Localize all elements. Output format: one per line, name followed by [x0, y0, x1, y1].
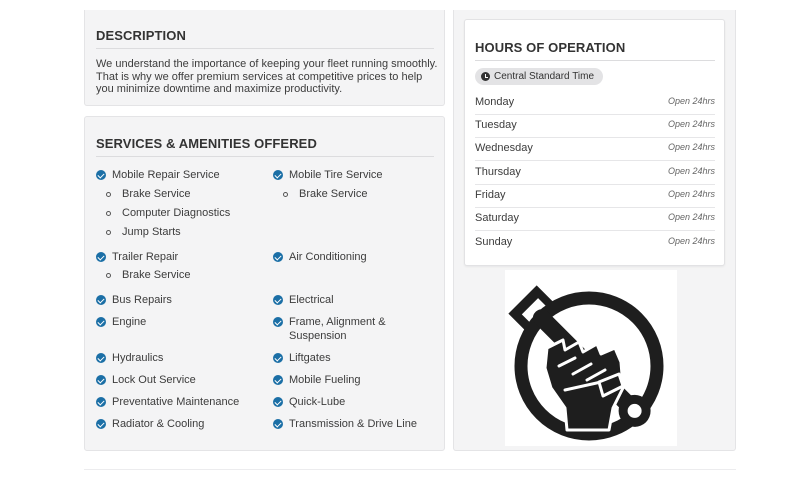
service-item: Mobile Tire Service	[273, 168, 383, 182]
check-circle-icon	[273, 375, 283, 385]
hours-heading: HOURS OF OPERATION	[475, 40, 626, 55]
check-circle-icon	[273, 295, 283, 305]
day-label: Monday	[475, 96, 515, 108]
service-item: Preventative Maintenance	[96, 395, 239, 409]
description-panel	[84, 10, 445, 106]
service-item: Mobile Fueling	[273, 373, 361, 387]
service-item: Trailer Repair	[96, 250, 178, 264]
fist-wrench-icon	[505, 270, 677, 446]
company-logo	[505, 270, 677, 446]
service-item: Quick-Lube	[273, 395, 345, 409]
services-divider	[96, 156, 434, 157]
day-label: Saturday	[475, 212, 520, 224]
hours-card	[464, 19, 725, 266]
check-circle-icon	[96, 375, 106, 385]
description-divider	[96, 48, 434, 49]
service-sub-item: Brake Service	[283, 187, 367, 201]
check-circle-icon	[96, 317, 106, 327]
services-panel	[84, 116, 445, 451]
service-item: Hydraulics	[96, 351, 163, 365]
hours-row	[475, 92, 715, 115]
hours-row	[475, 208, 715, 231]
hours-row	[475, 185, 715, 208]
hours-row	[475, 115, 715, 138]
service-item: Frame, Alignment & Suspension	[273, 315, 413, 343]
hours-status: Open 24hrs	[667, 166, 715, 176]
service-sub-item: Jump Starts	[106, 225, 181, 239]
hours-status: Open 24hrs	[667, 96, 715, 106]
hours-row	[475, 232, 715, 255]
hours-status: Open 24hrs	[667, 212, 715, 222]
check-circle-icon	[273, 317, 283, 327]
check-circle-icon	[273, 252, 283, 262]
day-label: Tuesday	[475, 119, 517, 131]
bullet-icon	[106, 211, 111, 216]
check-circle-icon	[273, 170, 283, 180]
check-circle-icon	[273, 397, 283, 407]
day-label: Sunday	[475, 236, 513, 248]
service-item: Engine	[96, 315, 146, 329]
services-heading: SERVICES & AMENITIES OFFERED	[96, 136, 317, 151]
timezone-badge	[475, 68, 603, 85]
service-sub-item: Brake Service	[106, 187, 190, 201]
description-heading: DESCRIPTION	[96, 28, 186, 43]
hours-status: Open 24hrs	[667, 189, 715, 199]
check-circle-icon	[96, 419, 106, 429]
timezone-label: Central Standard Time	[494, 71, 595, 82]
service-item: Liftgates	[273, 351, 331, 365]
service-item: Mobile Repair Service	[96, 168, 220, 182]
hours-divider	[475, 60, 715, 61]
day-label: Friday	[475, 189, 506, 201]
check-circle-icon	[96, 252, 106, 262]
check-circle-icon	[96, 397, 106, 407]
service-item: Bus Repairs	[96, 293, 172, 307]
day-label: Thursday	[475, 166, 521, 178]
bullet-icon	[106, 192, 111, 197]
hours-row	[475, 138, 715, 161]
bullet-icon	[106, 273, 111, 278]
service-item: Transmission & Drive Line	[273, 417, 417, 431]
service-item: Radiator & Cooling	[96, 417, 204, 431]
check-circle-icon	[273, 419, 283, 429]
bullet-icon	[106, 230, 111, 235]
hours-status: Open 24hrs	[667, 236, 715, 246]
hours-status: Open 24hrs	[667, 142, 715, 152]
check-circle-icon	[96, 353, 106, 363]
service-item: Air Conditioning	[273, 250, 367, 264]
footer-divider	[84, 469, 736, 470]
check-circle-icon	[96, 170, 106, 180]
service-sub-item: Brake Service	[106, 268, 190, 282]
service-item: Electrical	[273, 293, 334, 307]
service-item: Lock Out Service	[96, 373, 196, 387]
clock-icon	[481, 72, 490, 81]
service-sub-item: Computer Diagnostics	[106, 206, 230, 220]
description-text: We understand the importance of keeping your fleet running smoothly. That is why we offer premium services at competitive prices to help you minimize downtime and maximize productivity.	[96, 58, 438, 95]
check-circle-icon	[96, 295, 106, 305]
hours-status: Open 24hrs	[667, 119, 715, 129]
day-label: Wednesday	[475, 142, 533, 154]
hours-row	[475, 162, 715, 185]
check-circle-icon	[273, 353, 283, 363]
bullet-icon	[283, 192, 288, 197]
